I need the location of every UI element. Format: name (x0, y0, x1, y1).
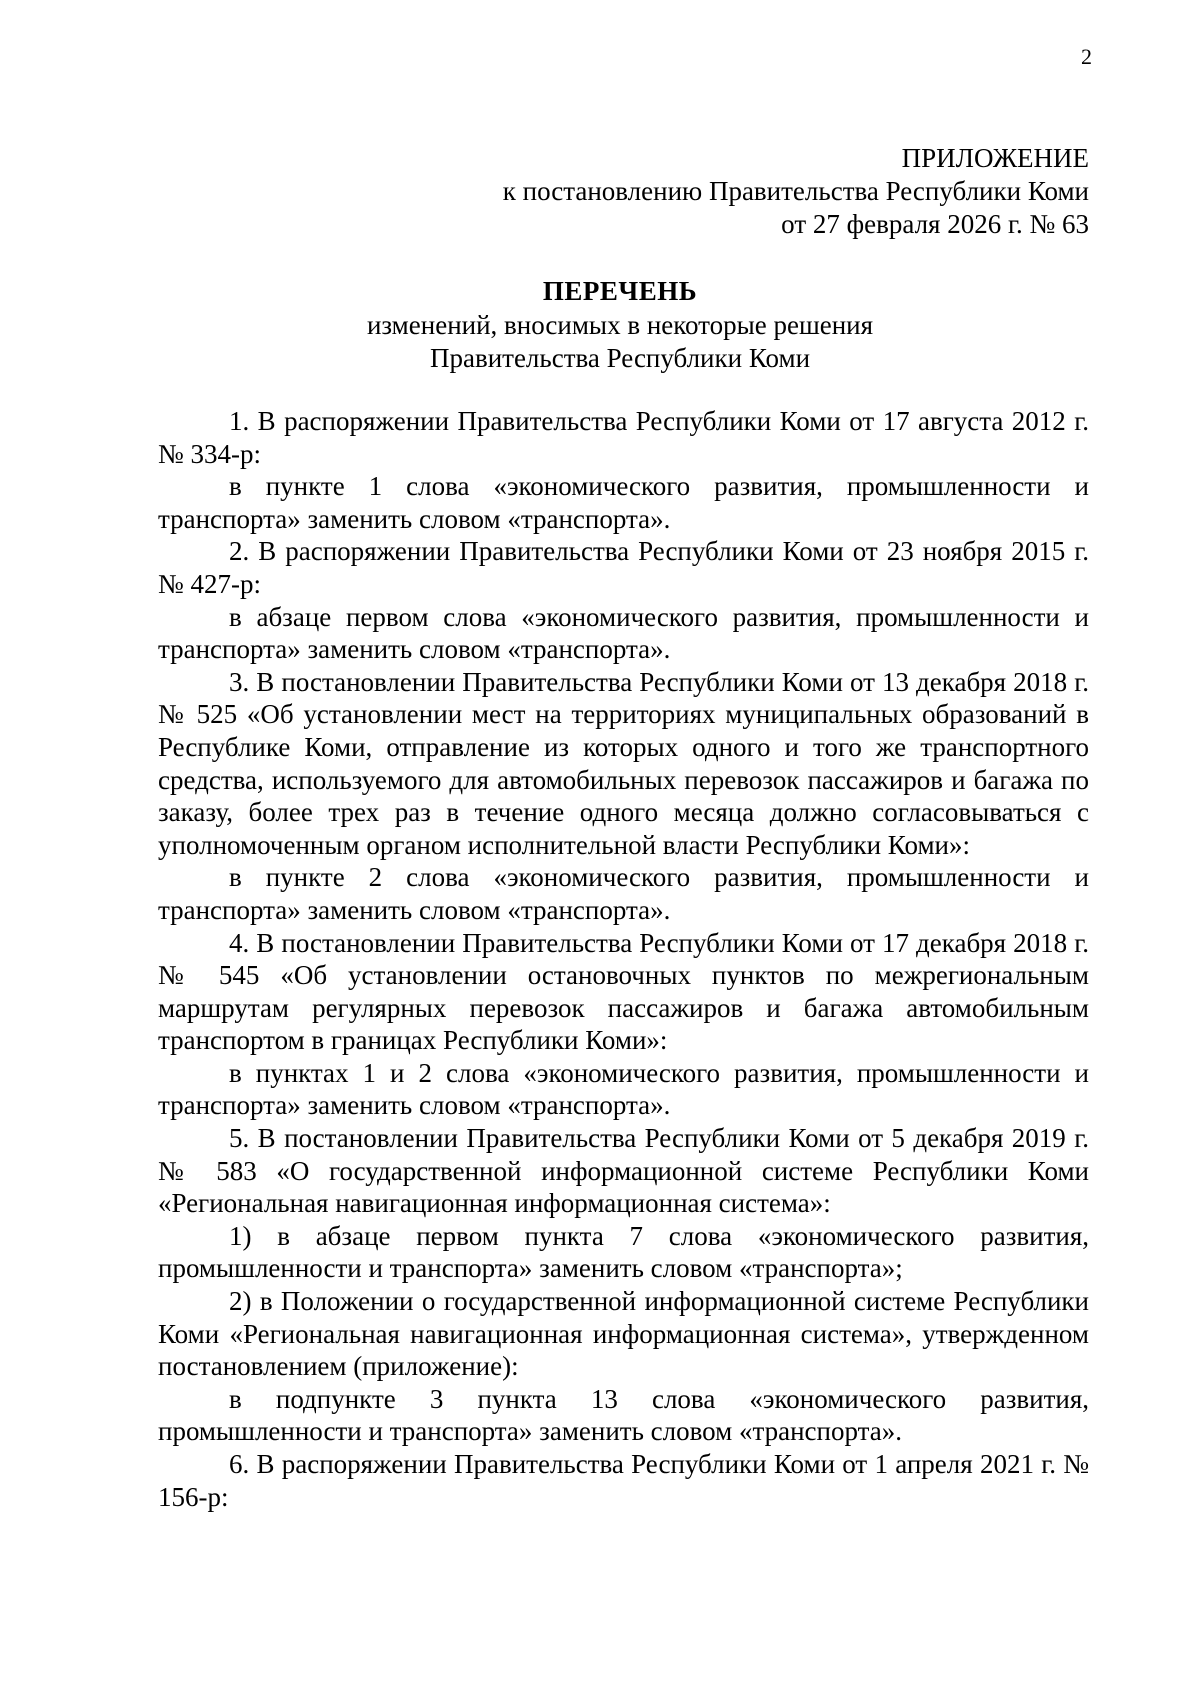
paragraph-4-change: в пунктах 1 и 2 слова «экономического развития, промышленности и транспорта» заменить словом «транспорта». (158, 1057, 1089, 1121)
document-subtitle-line-1: изменений, вносимых в некоторые решения (366, 310, 874, 340)
paragraph-2-change: в абзаце первом слова «экономического развития, промышленности и транспорта» заменить словом «транспорта». (158, 601, 1089, 665)
paragraph-2: 2. В распоряжении Правительства Республики Коми от 23 ноября 2015 г. № 427-р: (158, 536, 1089, 599)
document-heading (150, 275, 1090, 375)
document-body (158, 405, 1089, 1513)
paragraph-5-subitem-2: 2) в Положении о государственной информационной системе Республики Коми «Региональная навигационная информационная система», утвержденном постановлением (приложение): (158, 1286, 1089, 1382)
appendix-reference: к постановлению Правительства Республики Коми (502, 176, 1089, 206)
paragraph-3: 3. В постановлении Правительства Республики Коми от 13 декабря 2018 г. № 525 «Об установлении мест на территориях муниципальных образований в Республике Коми, отправление из которых одного и того же транспортного средства, используемого для автомобильных перевозок пассажиров и багажа по заказу, более трех раз в течение одного месяца должно согласовываться с уполномоченным органом исполнительной власти Республики Коми»: (158, 666, 1089, 860)
paragraph-6: 6. В распоряжении Правительства Республики Коми от 1 апреля 2021 г. № 156-р: (158, 1449, 1089, 1512)
paragraph-1: 1. В распоряжении Правительства Республики Коми от 17 августа 2012 г. № 334-р: (158, 406, 1089, 469)
appendix-date: от 27 февраля 2026 г. № 63 (781, 209, 1089, 239)
document-subtitle-line-2: Правительства Республики Коми (429, 343, 811, 373)
paragraph-5-subitem-1: 1) в абзаце первом пункта 7 слова «экономического развития, промышленности и транспорта» заменить словом «транспорта»; (158, 1220, 1089, 1284)
paragraph-4: 4. В постановлении Правительства Республики Коми от 17 декабря 2018 г. № 545 «Об установлении остановочных пунктов по межрегиональным маршрутам регулярных перевозок пассажиров и багажа автомобильным транспортом в границах Республики Коми»: (158, 927, 1089, 1056)
appendix-block (503, 142, 1089, 241)
paragraph-1-change: в пункте 1 слова «экономического развития, промышленности и транспорта» заменить словом «транспорта». (158, 471, 1089, 534)
page-number: 2 (1081, 44, 1092, 69)
appendix-title: ПРИЛОЖЕНИЕ (901, 143, 1089, 173)
paragraph-5: 5. В постановлении Правительства Республики Коми от 5 декабря 2019 г. № 583 «О государственной информационной системе Республики Коми «Региональная навигационная информационная система»: (158, 1123, 1089, 1219)
paragraph-5-subitem-2-change: в подпункте 3 пункта 13 слова «экономического развития, промышленности и транспорта» заменить словом «транспорта». (158, 1383, 1089, 1447)
document-title: ПЕРЕЧЕНЬ (542, 276, 698, 306)
paragraph-3-change: в пункте 2 слова «экономического развития, промышленности и транспорта» заменить словом «транспорта». (158, 862, 1089, 925)
